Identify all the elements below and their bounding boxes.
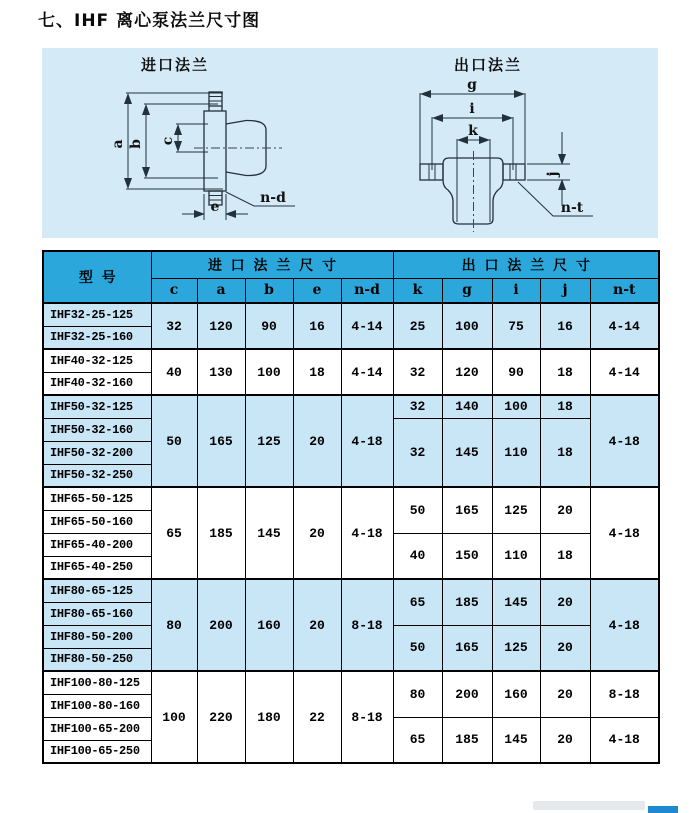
table-header-model: 型 号	[43, 251, 151, 303]
outlet-value-cell: 65	[393, 579, 442, 625]
col-header-k: k	[393, 278, 442, 303]
col-header-c: c	[151, 278, 197, 303]
outlet-value-cell: 110	[492, 533, 540, 579]
inlet-value-cell: 4-14	[341, 303, 393, 349]
outlet-value-cell: 25	[393, 303, 442, 349]
inlet-value-cell: 20	[293, 395, 341, 487]
outlet-value-cell: 65	[393, 717, 442, 763]
outlet-value-cell: 185	[442, 717, 492, 763]
table-row	[43, 303, 659, 326]
outlet-value-cell: 18	[540, 533, 590, 579]
outlet-flange-diagram	[350, 48, 658, 238]
inlet-value-cell: 160	[245, 579, 293, 671]
table-row	[43, 349, 659, 372]
model-cell: IHF80-65-160	[43, 602, 151, 625]
dim-label-k: k	[468, 123, 478, 139]
inlet-diagram-title: 进口法兰	[140, 56, 210, 74]
inlet-value-cell: 125	[245, 395, 293, 487]
col-header-n-d: n-d	[341, 278, 393, 303]
outlet-value-cell: 16	[540, 303, 590, 349]
outlet-value-cell: 160	[492, 671, 540, 717]
outlet-value-cell: 75	[492, 303, 540, 349]
nt-value-cell: 4-18	[590, 395, 659, 487]
model-cell: IHF32-25-125	[43, 303, 151, 326]
nt-value-cell: 4-18	[590, 487, 659, 579]
inlet-value-cell: 185	[197, 487, 245, 579]
table-row	[43, 395, 659, 418]
inlet-value-cell: 8-18	[341, 579, 393, 671]
dim-label-e: e	[210, 199, 220, 215]
table-row	[43, 579, 659, 602]
outlet-value-cell: 20	[540, 717, 590, 763]
inlet-value-cell: 100	[245, 349, 293, 395]
outlet-value-cell: 140	[442, 395, 492, 418]
inlet-value-cell: 20	[293, 487, 341, 579]
model-cell: IHF40-32-160	[43, 372, 151, 395]
nt-value-cell: 8-18	[590, 671, 659, 717]
outlet-value-cell: 110	[492, 418, 540, 487]
col-header-j: j	[540, 278, 590, 303]
outlet-value-cell: 145	[492, 579, 540, 625]
dim-label-c: c	[160, 136, 176, 146]
inlet-value-cell: 145	[245, 487, 293, 579]
inlet-value-cell: 16	[293, 303, 341, 349]
outlet-value-cell: 100	[442, 303, 492, 349]
model-cell: IHF100-80-160	[43, 694, 151, 717]
outlet-value-cell: 145	[442, 418, 492, 487]
col-header-g: g	[442, 278, 492, 303]
inlet-value-cell: 65	[151, 487, 197, 579]
flange-table-body	[43, 303, 659, 763]
outlet-value-cell: 200	[442, 671, 492, 717]
model-cell: IHF32-25-160	[43, 326, 151, 349]
model-cell: IHF80-65-125	[43, 579, 151, 602]
dim-label-n-d: n-d	[260, 190, 286, 206]
model-cell: IHF65-50-125	[43, 487, 151, 510]
dim-label-i: i	[469, 101, 475, 117]
table-row	[43, 671, 659, 694]
model-cell: IHF100-65-200	[43, 717, 151, 740]
flange-table	[42, 250, 660, 764]
outlet-diagram-title: 出口法兰	[453, 56, 523, 74]
model-cell: IHF65-50-160	[43, 510, 151, 533]
inlet-flange-diagram	[42, 48, 350, 238]
nt-value-cell: 4-18	[590, 579, 659, 671]
inlet-value-cell: 130	[197, 349, 245, 395]
outlet-value-cell: 165	[442, 487, 492, 533]
nt-value-cell: 4-14	[590, 303, 659, 349]
inlet-value-cell: 100	[151, 671, 197, 763]
inlet-value-cell: 50	[151, 395, 197, 487]
model-cell: IHF50-32-125	[43, 395, 151, 418]
dim-label-g: g	[467, 77, 477, 93]
model-cell: IHF80-50-200	[43, 625, 151, 648]
table-row	[43, 487, 659, 510]
outlet-value-cell: 20	[540, 579, 590, 625]
model-cell: IHF65-40-200	[43, 533, 151, 556]
col-header-e: e	[293, 278, 341, 303]
col-header-a: a	[197, 278, 245, 303]
outlet-value-cell: 20	[540, 625, 590, 671]
inlet-value-cell: 4-14	[341, 349, 393, 395]
inlet-value-cell: 165	[197, 395, 245, 487]
dim-label-j: j	[545, 171, 561, 177]
outlet-value-cell: 18	[540, 418, 590, 487]
inlet-value-cell: 32	[151, 303, 197, 349]
outlet-value-cell: 100	[492, 395, 540, 418]
outlet-value-cell: 125	[492, 625, 540, 671]
outlet-value-cell: 125	[492, 487, 540, 533]
model-cell: IHF100-65-250	[43, 740, 151, 763]
inlet-value-cell: 4-18	[341, 395, 393, 487]
outlet-value-cell: 150	[442, 533, 492, 579]
outlet-value-cell: 32	[393, 418, 442, 487]
model-cell: IHF50-32-250	[43, 464, 151, 487]
col-header-b: b	[245, 278, 293, 303]
table-header-outlet: 出 口 法 兰 尺 寸	[393, 251, 659, 278]
table-header-inlet: 进 口 法 兰 尺 寸	[151, 251, 393, 278]
inlet-value-cell: 4-18	[341, 487, 393, 579]
model-cell: IHF40-32-125	[43, 349, 151, 372]
inlet-value-cell: 120	[197, 303, 245, 349]
inlet-value-cell: 22	[293, 671, 341, 763]
outlet-value-cell: 18	[540, 349, 590, 395]
outlet-value-cell: 50	[393, 487, 442, 533]
model-cell: IHF65-40-250	[43, 556, 151, 579]
inlet-value-cell: 80	[151, 579, 197, 671]
outlet-value-cell: 18	[540, 395, 590, 418]
model-cell: IHF50-32-160	[43, 418, 151, 441]
outlet-value-cell: 80	[393, 671, 442, 717]
inlet-value-cell: 200	[197, 579, 245, 671]
outlet-value-cell: 20	[540, 671, 590, 717]
inlet-value-cell: 180	[245, 671, 293, 763]
inlet-value-cell: 18	[293, 349, 341, 395]
dim-label-n-t: n-t	[560, 200, 584, 216]
model-cell: IHF50-32-200	[43, 441, 151, 464]
dim-label-b: b	[128, 139, 144, 149]
inlet-value-cell: 90	[245, 303, 293, 349]
model-cell: IHF100-80-125	[43, 671, 151, 694]
corner-accent	[648, 806, 678, 813]
outlet-value-cell: 185	[442, 579, 492, 625]
col-header-i: i	[492, 278, 540, 303]
outlet-value-cell: 120	[442, 349, 492, 395]
watermark-smudge	[533, 801, 645, 810]
outlet-value-cell: 165	[442, 625, 492, 671]
outlet-value-cell: 20	[540, 487, 590, 533]
diagram-panel	[42, 48, 658, 238]
nt-value-cell: 4-18	[590, 717, 659, 763]
outlet-value-cell: 145	[492, 717, 540, 763]
nt-value-cell: 4-14	[590, 349, 659, 395]
outlet-value-cell: 40	[393, 533, 442, 579]
col-header-n-t: n-t	[590, 278, 659, 303]
inlet-value-cell: 20	[293, 579, 341, 671]
page-title: 七、IHF 离心泵法兰尺寸图	[38, 11, 261, 31]
inlet-value-cell: 40	[151, 349, 197, 395]
dim-label-a: a	[110, 139, 126, 149]
table-header-row-1	[43, 251, 659, 278]
outlet-value-cell: 90	[492, 349, 540, 395]
inlet-value-cell: 220	[197, 671, 245, 763]
outlet-value-cell: 32	[393, 395, 442, 418]
inlet-value-cell: 8-18	[341, 671, 393, 763]
outlet-value-cell: 32	[393, 349, 442, 395]
outlet-value-cell: 50	[393, 625, 442, 671]
model-cell: IHF80-50-250	[43, 648, 151, 671]
